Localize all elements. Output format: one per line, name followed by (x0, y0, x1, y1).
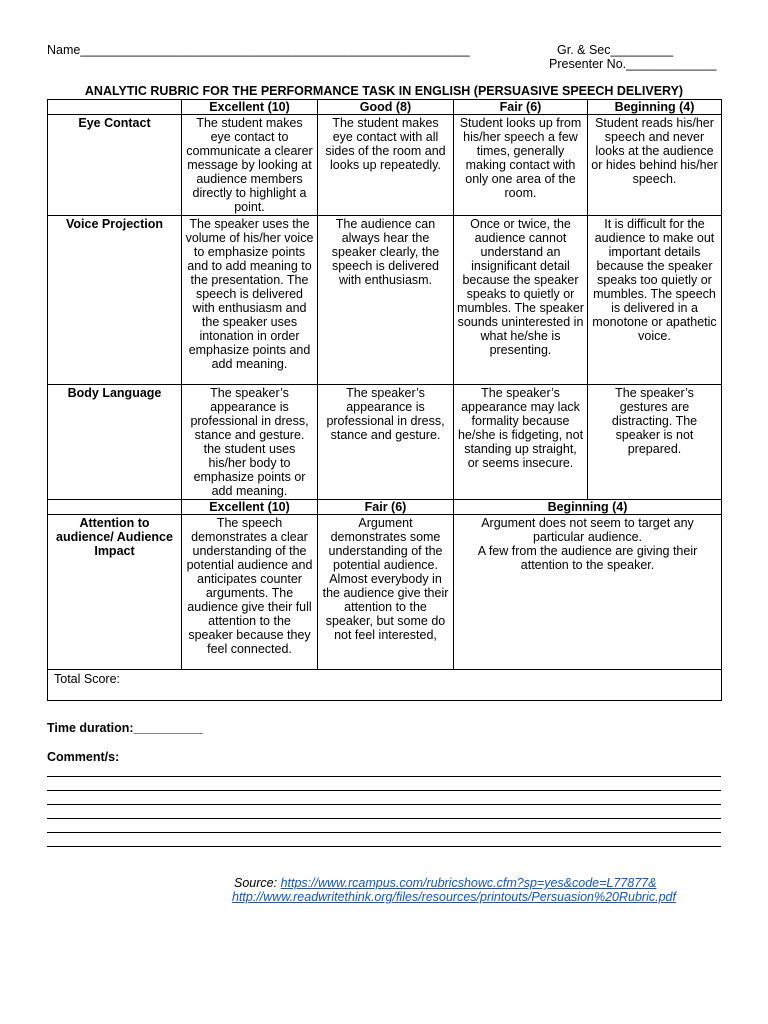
level-header: Excellent (10) (182, 100, 318, 115)
time-duration-blank[interactable]: __________ (133, 721, 204, 735)
criterion-cell: Attention to audience/ Audience Impact (48, 515, 182, 670)
criterion-header-blank (48, 500, 182, 515)
level-header: Beginning (4) (588, 100, 722, 115)
total-score-label: Total Score: (54, 672, 121, 686)
comment-line[interactable] (47, 776, 721, 777)
descriptor-line: Argument does not seem to target any particular audience. (481, 516, 694, 544)
descriptor-cell: Student looks up from his/her speech a few times, generally making contact with only one area of the room. (454, 115, 588, 216)
total-score-cell[interactable] (48, 670, 722, 701)
time-duration-field[interactable] (47, 721, 203, 735)
name-blank[interactable]: ________________________________________________________ (80, 43, 470, 57)
presenter-number-blank[interactable]: _____________ (626, 57, 717, 71)
grade-section-field[interactable] (557, 43, 673, 57)
table-row (48, 216, 722, 385)
comments-label: Comment/s: (47, 750, 120, 764)
page-title: ANALYTIC RUBRIC FOR THE PERFORMANCE TASK IN ENGLISH (PERSUASIVE SPEECH DELIVERY) (84, 84, 684, 98)
total-score-row (48, 670, 722, 701)
comment-line[interactable] (47, 832, 721, 833)
descriptor-cell: Argument demonstrates some understanding of the potential audience. Almost everybody in the audience give their attention to the speaker, but some do not feel interested, (318, 515, 454, 670)
descriptor-cell: The student makes eye contact with all sides of the room and looks up repeatedly. (318, 115, 454, 216)
name-label: Name (47, 43, 81, 57)
comment-line[interactable] (47, 790, 721, 791)
name-field[interactable] (47, 43, 470, 57)
presenter-number-label: Presenter No. (549, 57, 627, 71)
table-row (48, 385, 722, 500)
descriptor-cell: The speech demonstrates a clear understanding of the potential audience and anticipates counter arguments. The audience give their full attention to the speaker because they feel connected. (182, 515, 318, 670)
descriptor-cell: It is difficult for the audience to make out important details because the speaker speaks too quietly or mumbles. The speech is delivered in a monotone or apathetic voice. (588, 216, 722, 385)
descriptor-cell-wide (454, 515, 722, 670)
source-citation (232, 876, 676, 904)
descriptor-cell: Once or twice, the audience cannot understand an insignificant detail because the speaker speaks to quietly or mumbles. The speaker sounds uninterested in what he/she is presenting. (454, 216, 588, 385)
criterion-cell: Voice Projection (48, 216, 182, 385)
rubric-header-row (48, 100, 722, 115)
rubric-header-row-2 (48, 500, 722, 515)
descriptor-cell: The student makes eye contact to communicate a clearer message by looking at audience members directly to highlight a point. (182, 115, 318, 216)
descriptor-cell: The speaker’s appearance is professional in dress, stance and gesture. the student uses his/her body to emphasize points or add meaning. (182, 385, 318, 500)
criterion-cell: Eye Contact (48, 115, 182, 216)
level-header: Good (8) (318, 100, 454, 115)
grade-section-blank[interactable]: _________ (610, 43, 674, 57)
comment-line[interactable] (47, 818, 721, 819)
table-row (48, 115, 722, 216)
comment-line[interactable] (47, 846, 721, 847)
source-label: Source: (234, 876, 278, 890)
grade-section-label: Gr. & Sec (557, 43, 611, 57)
presenter-number-field[interactable] (549, 57, 717, 71)
source-link-readwritethink[interactable]: http://www.readwritethink.org/files/resources/printouts/Persuasion%20Rubric.pdf (232, 890, 676, 904)
criterion-cell: Body Language (48, 385, 182, 500)
descriptor-cell: The speaker uses the volume of his/her voice to emphasize points and to add meaning to the presentation. The speech is delivered with enthusiasm and the speaker uses intonation in order emphasize points and add meaning. (182, 216, 318, 385)
level-header: Excellent (10) (182, 500, 318, 515)
time-duration-label: Time duration: (47, 721, 134, 735)
descriptor-cell: The speaker’s appearance may lack formality because he/she is fidgeting, not standing up straight, or seems insecure. (454, 385, 588, 500)
comment-line[interactable] (47, 804, 721, 805)
level-header: Fair (6) (318, 500, 454, 515)
descriptor-line: A few from the audience are giving their attention to the speaker. (477, 544, 698, 572)
rubric-table (47, 99, 722, 701)
level-header: Fair (6) (454, 100, 588, 115)
descriptor-cell: The audience can always hear the speaker clearly, the speech is delivered with enthusiasm. (318, 216, 454, 385)
table-row (48, 515, 722, 670)
criterion-header-blank (48, 100, 182, 115)
descriptor-cell: The speaker’s appearance is professional in dress, stance and gesture. (318, 385, 454, 500)
source-link-rcampus[interactable]: https://www.rcampus.com/rubricshowc.cfm?sp=yes&code=L77877& (280, 876, 657, 890)
descriptor-cell: Student reads his/her speech and never looks at the audience or hides behind his/her speech. (588, 115, 722, 216)
level-header: Beginning (4) (454, 500, 722, 515)
descriptor-cell: The speaker’s gestures are distracting. The speaker is not prepared. (588, 385, 722, 500)
